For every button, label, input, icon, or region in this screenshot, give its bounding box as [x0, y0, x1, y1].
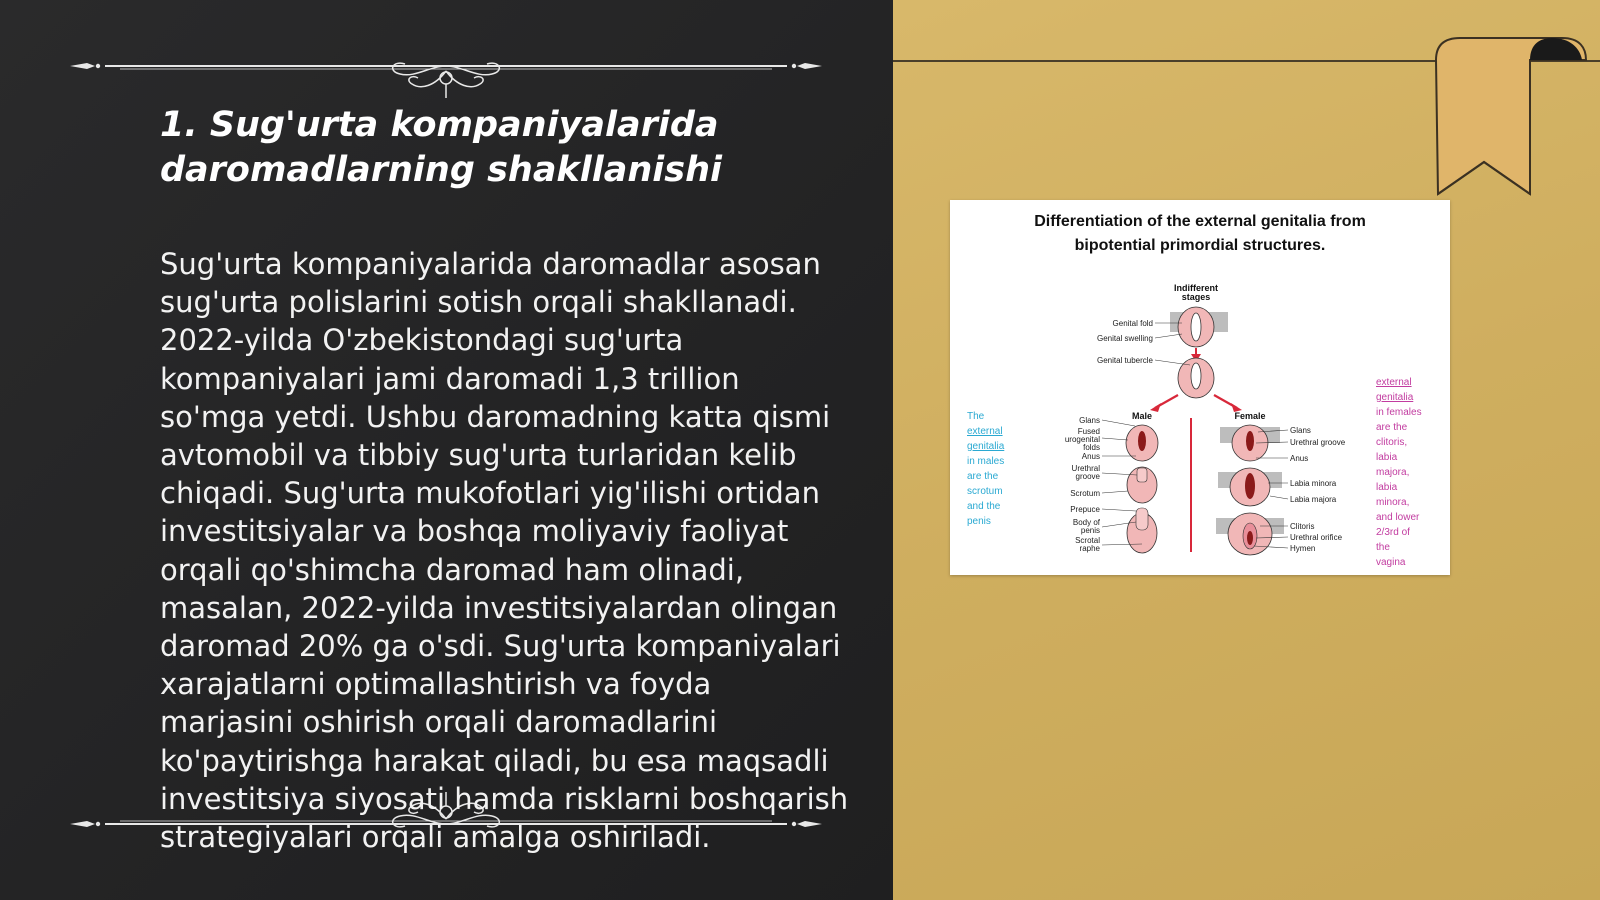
- male-label-penis: penis: [1080, 526, 1100, 535]
- male-note-link[interactable]: external: [967, 426, 1003, 437]
- female-label-glans: Glans: [1290, 426, 1311, 435]
- title-line-2: daromadlarning shakllanishi: [160, 150, 722, 190]
- female-note-line: minora,: [1376, 497, 1410, 508]
- male-label-glans: Glans: [1079, 416, 1100, 425]
- female-label-urethral-orifice: Urethral orifice: [1290, 533, 1343, 542]
- slide-body-text: Sug'urta kompaniyalarida daromadlar asosan sug'urta polislarini sotish orqali shakllanadi. 2022-yilda O'zbekistondagi sug'urta kompaniyalari jami daromadi 1,3 trillion so'mga yetdi. Ushbu daromadning katta qismi avtomobil va tibbiy sug'urta turlaridan kelib chiqadi. Sug'urta mukofotlari yig'ilishi ortidan investitsiyalar va boshqa moliyaviy faoliyat orqali qo'shimcha daromad ham olinadi, masalan, 2022-yilda investitsiyalardan olingan daromad 20% ga o'sdi. Sug'urta kompaniyalari xarajatlarni optimallashtirish va foyda marjasini oshirish orqali daromadlarini ko'paytirishga harakat qiladi, bu esa maqsadli investitsiya siyosati hamda risklarni boshqarish strategiyalari orqali amalga oshiriladi.: [160, 247, 849, 855]
- male-genitalia-note: [967, 409, 1017, 529]
- male-label-folds: folds: [1083, 443, 1100, 452]
- female-note-line: labia: [1376, 452, 1398, 463]
- female-note-line: clitoris,: [1376, 437, 1408, 448]
- female-note-line: labia: [1376, 482, 1398, 493]
- differentiation-diagram: [950, 200, 1450, 575]
- male-note-line: in males: [967, 456, 1005, 467]
- female-note-link[interactable]: external: [1376, 377, 1412, 388]
- female-note-line: are the: [1376, 422, 1408, 433]
- female-label-labia-majora: Labia majora: [1290, 495, 1337, 504]
- slide-title: [160, 103, 840, 193]
- female-note-line: vagina: [1376, 557, 1406, 568]
- male-label-scrotum: Scrotum: [1070, 489, 1100, 498]
- female-heading: Female: [1234, 411, 1266, 421]
- male-note-line: penis: [967, 516, 991, 527]
- male-note-line: scrotum: [967, 486, 1003, 497]
- male-label-anus: Anus: [1081, 452, 1100, 461]
- label-genital-swelling: Genital swelling: [1096, 334, 1153, 343]
- top-ornament: [65, 38, 827, 98]
- male-label-urogenital: urogenital: [1064, 435, 1100, 444]
- female-label-labia-minora: Labia minora: [1290, 479, 1337, 488]
- male-label-prepuce: Prepuce: [1070, 505, 1100, 514]
- male-label-groove: groove: [1075, 472, 1100, 481]
- male-structures: [1126, 425, 1158, 553]
- stage-heading-2: stages: [1181, 292, 1211, 302]
- stage-heading-1: Indifferent: [1174, 283, 1218, 293]
- male-note-line: The: [967, 411, 985, 422]
- male-label-urethral: Urethral: [1071, 464, 1100, 473]
- male-label-scrotal: Scrotal: [1075, 536, 1100, 545]
- female-note-line: 2/3rd of: [1376, 527, 1410, 538]
- figure-title-line-2: bipotential primordial structures.: [1074, 237, 1326, 254]
- female-note-line: and lower: [1376, 512, 1420, 523]
- male-label-fused: Fused: [1077, 427, 1100, 436]
- male-note-line: and the: [967, 501, 1001, 512]
- male-label-body-of: Body of: [1072, 518, 1100, 527]
- female-structures: [1216, 425, 1284, 555]
- title-line-1: 1. Sug'urta kompaniyalarida: [160, 105, 719, 145]
- female-label-urethral-groove: Urethral groove: [1290, 438, 1346, 447]
- female-note-line: in females: [1376, 407, 1422, 418]
- male-label-raphe: raphe: [1079, 544, 1100, 553]
- female-note-link[interactable]: genitalia: [1376, 392, 1414, 403]
- female-label-anus: Anus: [1290, 454, 1309, 463]
- female-genitalia-note: [1376, 375, 1436, 570]
- male-note-line: are the: [967, 471, 999, 482]
- figure-title-line-1: Differentiation of the external genitalia from: [1034, 213, 1366, 230]
- male-heading: Male: [1131, 411, 1153, 421]
- diagram-figure: [950, 200, 1450, 575]
- label-genital-tubercle: Genital tubercle: [1096, 356, 1153, 365]
- bookmark-icon: [1430, 34, 1590, 204]
- female-note-line: majora,: [1376, 467, 1410, 478]
- female-label-clitoris: Clitoris: [1290, 522, 1315, 531]
- label-genital-fold: Genital fold: [1112, 319, 1153, 328]
- female-label-hymen: Hymen: [1290, 544, 1316, 553]
- female-note-line: the: [1376, 542, 1390, 553]
- male-note-link[interactable]: genitalia: [967, 441, 1005, 452]
